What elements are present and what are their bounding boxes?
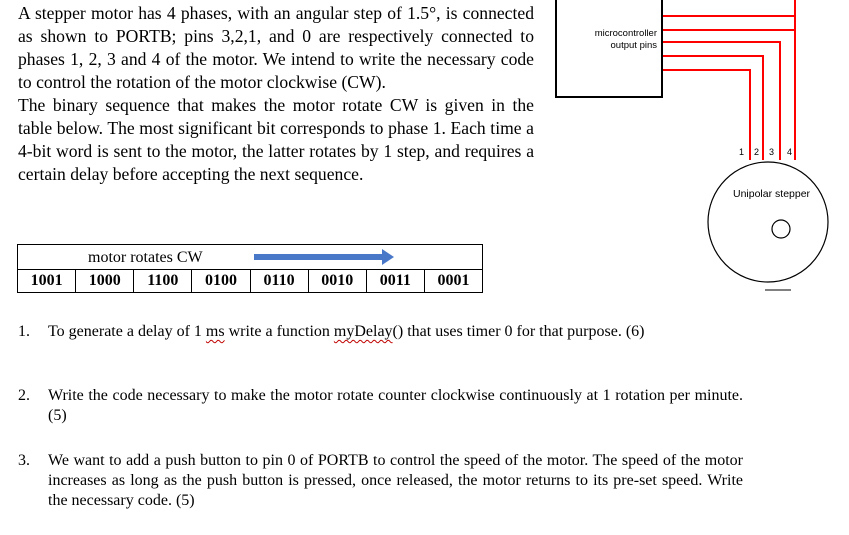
question-2 xyxy=(18,386,743,426)
question-3 xyxy=(18,451,743,511)
intro-paragraph-2: The binary sequence that makes the motor rotate CW is given in the table below. The most significant bit corresponds to phase 1. Each time a 4-bit word is sent to the motor, the latter rotates by 1 step, and requires a certain delay before accepting the next sequence. xyxy=(18,95,534,184)
pin-label-3: 3 xyxy=(769,147,775,157)
intro-paragraph-1: A stepper motor has 4 phases, with an angular step of 1.5°, is connected as shown to PORTB; pins 3,2,1, and 0 are respectively connected to phases 1, 2, 3 and 4 of the motor. We intend to write the necessary code to control the rotation of the motor clockwise (CW). xyxy=(18,3,534,92)
stepper-shaft-icon xyxy=(772,220,790,238)
question-number: 1. xyxy=(18,323,30,340)
wire-phase-2 xyxy=(660,56,763,160)
question-number: 3. xyxy=(18,452,30,469)
spelling-ms: ms xyxy=(205,323,225,340)
question-text: Write the code necessary to make the motor rotate counter clockwise continuously at 1 rotation per minute. (5) xyxy=(48,387,743,424)
spelling-mydelay: myDelay xyxy=(333,323,393,340)
table-header-label: motor rotates CW xyxy=(88,249,203,266)
sequence-cell: 0100 xyxy=(192,270,250,293)
sequence-table-container xyxy=(17,244,483,293)
right-arrow-icon xyxy=(254,254,384,260)
wire-phase-1 xyxy=(660,70,750,160)
question-number: 2. xyxy=(18,387,30,404)
question-1: 1. To generate a delay of 1 ms write a function myDelay() that uses timer 0 for that purpose. (6) xyxy=(18,323,645,340)
sequence-table xyxy=(17,244,483,293)
pin-label-1: 1 xyxy=(739,147,745,157)
microcontroller-box xyxy=(555,0,663,98)
table-row xyxy=(18,270,483,293)
pin-label-2: 2 xyxy=(754,147,760,157)
microcontroller-label: microcontroller output pins xyxy=(594,28,657,51)
table-header-row xyxy=(18,245,483,270)
sequence-cell: 1000 xyxy=(76,270,134,293)
sequence-cell: 0001 xyxy=(424,270,482,293)
wiring-diagram xyxy=(553,0,849,300)
pin-label-4: 4 xyxy=(787,147,793,157)
stepper-body xyxy=(708,162,828,282)
sequence-cell: 0011 xyxy=(366,270,424,293)
wires xyxy=(660,0,795,160)
question-text: We want to add a push button to pin 0 of PORTB to control the speed of the motor. The speed of the motor increases as long as the push button is pressed, once released, the motor returns to its pre-set speed. Write the necessary code. (5) xyxy=(48,452,743,509)
sequence-cell: 0110 xyxy=(250,270,308,293)
wire-phase-4 xyxy=(660,16,795,160)
sequence-cell: 1100 xyxy=(134,270,192,293)
stepper-label: Unipolar stepper xyxy=(733,188,811,200)
sequence-cell: 0010 xyxy=(308,270,366,293)
sequence-cell: 1001 xyxy=(18,270,76,293)
problem-statement xyxy=(18,2,534,186)
